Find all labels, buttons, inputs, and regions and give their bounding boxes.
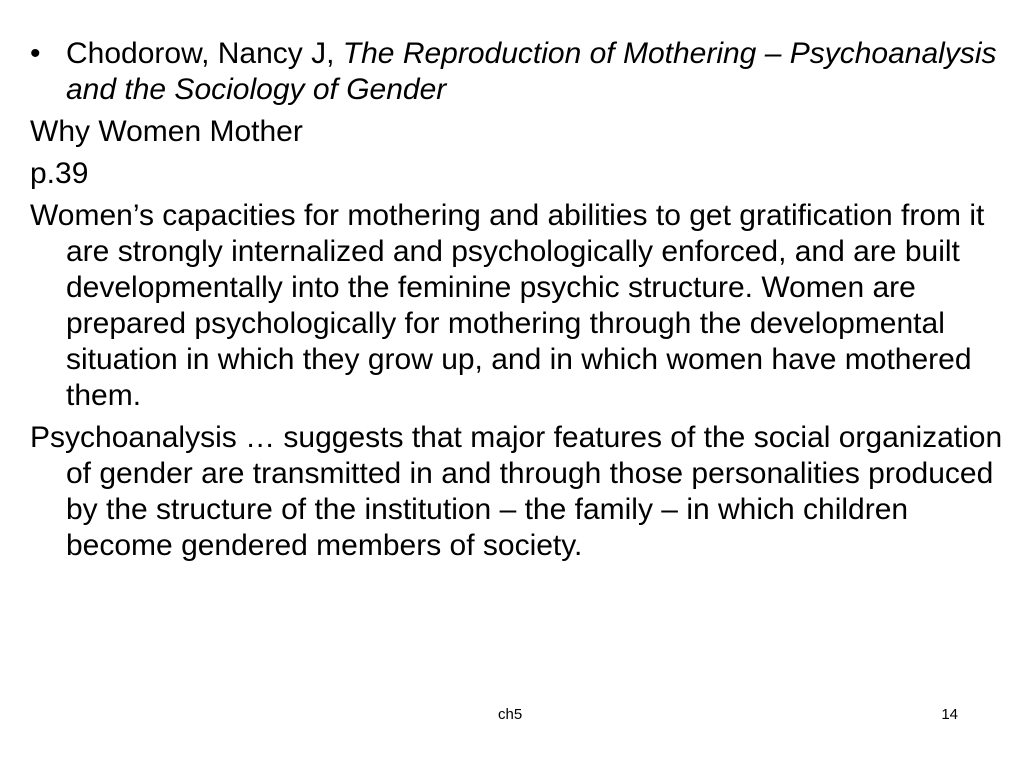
page-reference: p.39 xyxy=(30,157,89,190)
footer-chapter-label: ch5 xyxy=(498,706,523,723)
slide-body xyxy=(30,36,1015,570)
citation-bullet-item xyxy=(30,36,1015,108)
citation-title: The Reproduction of Mothering – Psychoanalysis and the Sociology of Gender xyxy=(66,37,997,106)
quote-paragraph-2: Psychoanalysis … suggests that major features of the social organization of gender are transmitted in and through those personalities produced by the structure of the institution – the family – in which children become gendered members of society. xyxy=(30,421,1003,562)
book-title-line: Why Women Mother xyxy=(30,115,303,148)
citation-author: Chodorow, Nancy J, xyxy=(66,37,343,70)
bullet-icon: • xyxy=(30,37,41,70)
footer-page-number: 14 xyxy=(941,706,958,723)
quote-paragraph-1: Women’s capacities for mothering and abilities to get gratification from it are strongly internalized and psychologically enforced, and are built developmentally into the feminine psychic structure. Women are prepared psychologically for mothering through the developmental situation in which they grow up, and in which women have mothered them. xyxy=(30,199,985,412)
